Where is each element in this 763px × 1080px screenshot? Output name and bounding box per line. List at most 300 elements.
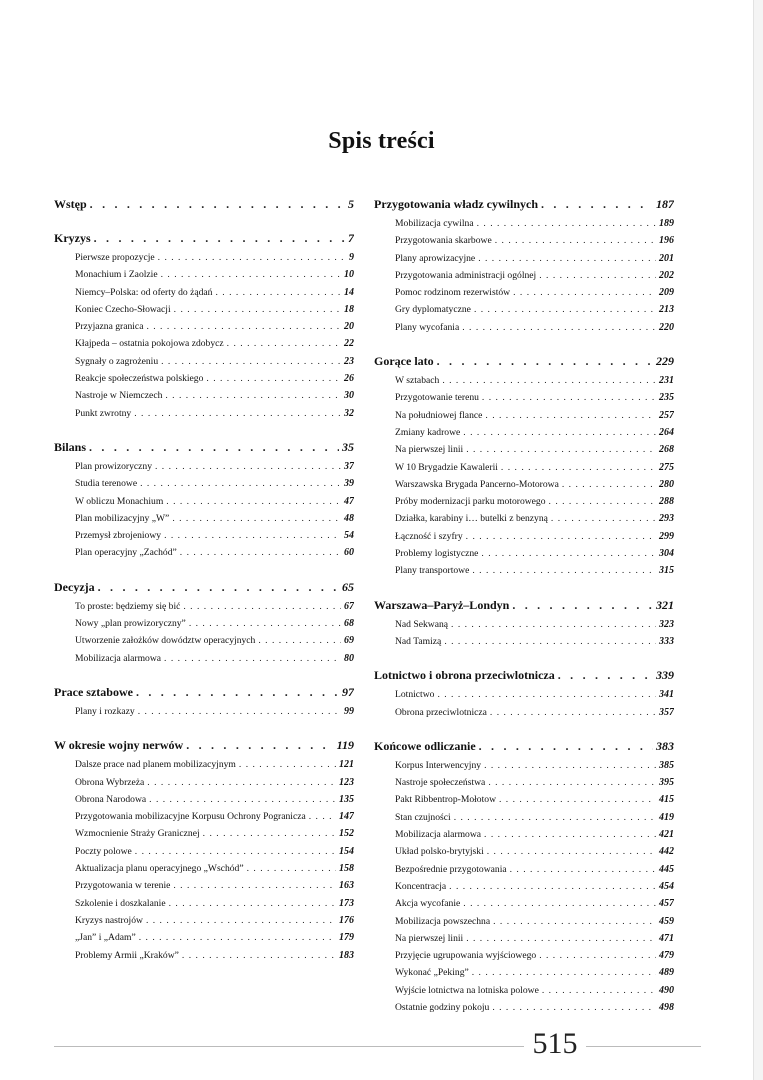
leader-dots	[98, 578, 339, 596]
leader-dots	[180, 544, 341, 561]
subsection-title: W obliczu Monachium	[75, 495, 164, 507]
toc-subsection-entry	[374, 791, 674, 808]
subsection-title: Mobilizacja alarmowa	[75, 652, 162, 664]
subsection-page-number: 220	[659, 321, 674, 333]
subsection-page-number: 20	[344, 321, 354, 333]
leader-dots	[140, 475, 341, 492]
page-title: Spis treści	[328, 128, 435, 155]
toc-subsection-entry	[54, 544, 354, 561]
leader-dots	[474, 301, 656, 318]
toc-subsection-entry	[374, 459, 674, 476]
toc-subsection-entry	[54, 947, 354, 964]
leader-dots	[462, 319, 656, 336]
subsection-title: Plany i rozkazy	[75, 705, 135, 717]
subsection-page-number: 158	[339, 863, 354, 875]
leader-dots	[463, 424, 656, 441]
toc-subsection-entry	[374, 528, 674, 545]
subsection-title: Obrona przeciwlotnicza	[395, 706, 487, 718]
subsection-title: Akcja wycofanie	[395, 898, 461, 910]
toc-subsection-entry	[374, 895, 674, 912]
subsection-title: Mobilizacja powszechna	[395, 915, 491, 927]
leader-dots	[247, 860, 336, 877]
chapter-page-number: 339	[656, 668, 674, 683]
leader-dots	[182, 947, 336, 964]
leader-dots	[487, 843, 656, 860]
subsection-page-number: 9	[349, 252, 354, 263]
toc-section	[374, 666, 674, 721]
toc-subsection-entry	[374, 319, 674, 336]
toc-subsection-entry	[54, 301, 354, 318]
subsection-title: Na pierwszej linii	[395, 932, 464, 944]
subsection-title: Działka, karabiny i… butelki z benzyną	[395, 513, 548, 525]
subsection-page-number: 264	[659, 426, 674, 438]
toc-subsection-entry	[374, 510, 674, 527]
toc-subsection-entry	[374, 250, 674, 267]
toc-subsection-entry	[54, 877, 354, 894]
subsection-page-number: 479	[659, 950, 674, 962]
subsection-page-number: 26	[344, 373, 354, 385]
toc-chapter-heading	[374, 666, 674, 684]
subsection-page-number: 30	[344, 390, 354, 402]
leader-dots	[477, 215, 656, 232]
leader-dots	[161, 353, 341, 370]
chapter-page-number: 321	[656, 597, 674, 612]
subsection-title: Aktualizacja planu operacyjnego „Wschód”	[75, 863, 244, 875]
leader-dots	[492, 999, 656, 1016]
chapter-title: Gorące lato	[374, 354, 434, 369]
toc-subsection-entry	[54, 843, 354, 860]
subsection-page-number: 80	[344, 652, 354, 664]
subsection-page-number: 415	[659, 794, 674, 806]
subsection-page-number: 395	[659, 777, 674, 789]
chapter-page-number: 65	[342, 579, 354, 594]
subsection-title: Nastroje społeczeństwa	[395, 777, 486, 789]
toc-subsection-entry	[374, 809, 674, 826]
chapter-title: Kryzys	[54, 231, 91, 245]
subsection-page-number: 442	[659, 846, 674, 858]
subsection-page-number: 121	[339, 759, 354, 771]
subsection-page-number: 196	[659, 235, 674, 247]
subsection-title: Nad Tamizą	[395, 635, 442, 647]
leader-dots	[166, 493, 341, 510]
toc-subsection-entry	[374, 476, 674, 493]
leader-dots	[499, 791, 656, 808]
leader-dots	[512, 596, 653, 614]
leader-dots	[501, 459, 656, 476]
toc-subsection-entry	[54, 475, 354, 492]
leader-dots	[472, 964, 656, 981]
subsection-title: W 10 Brygadzie Kawalerii	[395, 461, 498, 473]
toc-chapter-heading	[54, 736, 354, 754]
subsection-title: W sztabach	[395, 375, 440, 387]
toc-subsection-entry	[374, 441, 674, 458]
subsection-page-number: 163	[339, 880, 354, 892]
leader-dots	[172, 510, 341, 527]
toc-subsection-entry	[374, 686, 674, 703]
subsection-title: Stan czujności	[395, 811, 451, 823]
subsection-title: Koniec Czecho-Słowacji	[75, 303, 171, 315]
subsection-title: Plan mobilizacyjny „W”	[75, 512, 170, 524]
leader-dots	[484, 757, 656, 774]
subsection-page-number: 489	[659, 967, 674, 979]
toc-subsection-entry	[374, 982, 674, 999]
subsection-page-number: 10	[344, 269, 354, 281]
leader-dots	[206, 370, 341, 387]
subsection-title: Przygotowania mobilizacyjne Korpusu Ochrony Pogranicza	[75, 811, 306, 823]
subsection-page-number: 357	[659, 706, 674, 718]
subsection-title: Przygotowanie terenu	[395, 392, 479, 404]
leader-dots	[146, 318, 341, 335]
toc-right-column	[374, 195, 674, 1032]
subsection-title: Poczty polowe	[75, 845, 132, 857]
leader-dots	[485, 407, 656, 424]
subsection-page-number: 288	[659, 496, 674, 508]
subsection-page-number: 471	[659, 932, 674, 944]
toc-subsection-entry	[54, 912, 354, 929]
subsection-title: Przyjęcie ugrupowania wyjściowego	[395, 950, 537, 962]
leader-dots	[490, 704, 656, 721]
subsection-page-number: 209	[659, 287, 674, 299]
toc-subsection-entry	[374, 424, 674, 441]
leader-dots	[437, 352, 653, 370]
leader-dots	[541, 195, 653, 213]
leader-dots	[510, 861, 656, 878]
subsection-page-number: 454	[659, 880, 674, 892]
leader-dots	[478, 250, 656, 267]
toc-subsection-entry	[374, 999, 674, 1016]
toc-section	[54, 438, 354, 562]
subsection-title: Plany transportowe	[395, 565, 470, 577]
toc-subsection-entry	[54, 632, 354, 649]
leader-dots	[146, 912, 336, 929]
leader-dots	[449, 878, 656, 895]
subsection-page-number: 69	[344, 635, 354, 647]
toc-chapter-heading	[54, 229, 354, 247]
subsection-page-number: 490	[659, 984, 674, 996]
subsection-page-number: 280	[659, 478, 674, 490]
toc-subsection-entry	[54, 318, 354, 335]
leader-dots	[466, 441, 656, 458]
leader-dots	[539, 947, 656, 964]
leader-dots	[562, 476, 656, 493]
toc-subsection-entry	[54, 527, 354, 544]
subsection-page-number: 18	[344, 303, 354, 315]
chapter-page-number: 383	[656, 738, 674, 753]
subsection-page-number: 48	[344, 512, 354, 524]
toc-section	[374, 737, 674, 1016]
subsection-title: Reakcje społeczeństwa polskiego	[75, 373, 204, 385]
subsection-page-number: 333	[659, 635, 674, 647]
toc-subsection-entry	[54, 249, 354, 266]
page-edge	[753, 0, 763, 1080]
toc-subsection-entry	[54, 266, 354, 283]
chapter-title: Przygotowania władz cywilnych	[374, 197, 538, 211]
toc-subsection-entry	[374, 284, 674, 301]
subsection-page-number: 323	[659, 618, 674, 630]
leader-dots	[164, 650, 341, 667]
subsection-page-number: 304	[659, 548, 674, 560]
toc-section	[374, 195, 674, 336]
subsection-page-number: 32	[344, 407, 354, 419]
leader-dots	[472, 562, 656, 579]
toc-subsection-entry	[374, 633, 674, 650]
subsection-page-number: 39	[344, 478, 354, 490]
subsection-title: Kłajpeda – ostatnia pokojowa zdobycz	[75, 338, 224, 350]
chapter-title: Bilans	[54, 439, 87, 454]
subsection-title: Przygotowania administracji ogólnej	[395, 269, 537, 281]
toc-chapter-heading	[54, 578, 354, 596]
chapter-page-number: 7	[348, 231, 354, 245]
subsection-title: Przygotowania skarbowe	[395, 235, 492, 247]
subsection-page-number: 67	[344, 600, 354, 612]
subsection-title: Ostatnie godziny pokoju	[395, 1001, 490, 1013]
toc-section	[54, 683, 354, 720]
leader-dots	[147, 774, 336, 791]
subsection-title: Bezpośrednie przygotowania	[395, 863, 507, 875]
subsection-page-number: 183	[339, 949, 354, 961]
leader-dots	[203, 825, 336, 842]
toc-subsection-entry	[54, 929, 354, 946]
toc-subsection-entry	[374, 947, 674, 964]
subsection-page-number: 22	[344, 338, 354, 350]
subsection-page-number: 23	[344, 355, 354, 367]
leader-dots	[549, 493, 656, 510]
leader-dots	[551, 510, 656, 527]
subsection-title: Warszawska Brygada Pancerno-Motorowa	[395, 478, 559, 490]
toc-subsection-entry	[54, 791, 354, 808]
toc-subsection-entry	[54, 774, 354, 791]
toc-subsection-entry	[374, 545, 674, 562]
subsection-page-number: 498	[659, 1001, 674, 1013]
subsection-page-number: 179	[339, 932, 354, 944]
toc-chapter-heading	[374, 596, 674, 614]
subsection-title: Nastroje w Niemczech	[75, 390, 163, 402]
chapter-title: Decyzja	[54, 579, 95, 594]
toc-subsection-entry	[374, 389, 674, 406]
subsection-title: Problemy logistyczne	[395, 548, 479, 560]
subsection-title: Na pierwszej linii	[395, 444, 464, 456]
subsection-page-number: 154	[339, 845, 354, 857]
leader-dots	[189, 615, 341, 632]
leader-dots	[558, 666, 653, 684]
toc-section	[54, 578, 354, 667]
subsection-page-number: 47	[344, 495, 354, 507]
subsection-page-number: 135	[339, 793, 354, 805]
subsection-title: Pomoc rodzinom rezerwistów	[395, 287, 511, 299]
toc-subsection-entry	[54, 650, 354, 667]
subsection-page-number: 14	[344, 286, 354, 298]
toc-subsection-entry	[374, 843, 674, 860]
subsection-title: Nad Sekwaną	[395, 618, 449, 630]
subsection-title: Kryzys nastrojów	[75, 914, 143, 926]
subsection-title: Monachium i Zaolzie	[75, 269, 158, 281]
subsection-page-number: 202	[659, 269, 674, 281]
subsection-page-number: 123	[339, 776, 354, 788]
leader-dots	[94, 229, 345, 247]
toc-chapter-heading	[374, 352, 674, 370]
toc-subsection-entry	[374, 407, 674, 424]
toc-subsection-entry	[374, 861, 674, 878]
leader-dots	[239, 756, 336, 773]
chapter-page-number: 35	[342, 439, 354, 454]
toc-subsection-entry	[54, 860, 354, 877]
toc-subsection-entry	[374, 301, 674, 318]
subsection-title: Mobilizacja alarmowa	[395, 829, 482, 841]
toc-subsection-entry	[374, 562, 674, 579]
chapter-page-number: 119	[336, 738, 354, 753]
toc-subsection-entry	[374, 878, 674, 895]
chapter-page-number: 5	[348, 197, 354, 211]
toc-subsection-entry	[54, 615, 354, 632]
subsection-page-number: 268	[659, 444, 674, 456]
chapter-title: W okresie wojny nerwów	[54, 738, 184, 753]
toc-section	[374, 596, 674, 651]
leader-dots	[134, 405, 341, 422]
subsection-page-number: 213	[659, 304, 674, 316]
toc-subsection-entry	[374, 826, 674, 843]
leader-dots	[481, 545, 656, 562]
leader-dots	[149, 791, 336, 808]
subsection-page-number: 147	[339, 811, 354, 823]
subsection-title: Plan prowizoryczny	[75, 460, 152, 472]
toc-subsection-entry	[374, 372, 674, 389]
toc-chapter-heading	[54, 438, 354, 456]
subsection-page-number: 341	[659, 689, 674, 701]
subsection-page-number: 60	[344, 547, 354, 559]
subsection-title: Korpus Interwencyjny	[395, 759, 482, 771]
subsection-page-number: 235	[659, 392, 674, 404]
leader-dots	[135, 843, 336, 860]
toc-subsection-entry	[54, 598, 354, 615]
toc-chapter-heading	[54, 195, 354, 213]
leader-dots	[155, 458, 341, 475]
subsection-title: Wykonać „Peking”	[395, 967, 469, 979]
subsection-page-number: 315	[659, 565, 674, 577]
toc-subsection-entry	[54, 335, 354, 352]
subsection-page-number: 68	[344, 618, 354, 630]
leader-dots	[215, 284, 341, 301]
subsection-page-number: 173	[339, 897, 354, 909]
leader-dots	[183, 598, 341, 615]
footer-rule-right	[586, 1046, 701, 1047]
subsection-title: Gry dyplomatyczne	[395, 304, 471, 316]
subsection-title: To proste: będziemy się bić	[75, 600, 181, 612]
leader-dots	[136, 683, 339, 701]
subsection-title: Plany wycofania	[395, 321, 460, 333]
subsection-page-number: 257	[659, 409, 674, 421]
leader-dots	[161, 266, 341, 283]
leader-dots	[138, 703, 341, 720]
subsection-page-number: 201	[659, 252, 674, 264]
chapter-title: Wstęp	[54, 197, 87, 211]
subsection-title: Wzmocnienie Straży Granicznej	[75, 828, 200, 840]
subsection-title: Sygnały o zagrożeniu	[75, 355, 159, 367]
chapter-page-number: 97	[342, 684, 354, 699]
toc-subsection-entry	[374, 964, 674, 981]
toc-subsection-entry	[54, 825, 354, 842]
subsection-title: Obrona Wybrzeża	[75, 776, 145, 788]
leader-dots	[442, 372, 656, 389]
page-number: 515	[532, 1027, 578, 1060]
chapter-title: Lotnictwo i obrona przeciwlotnicza	[374, 668, 555, 683]
toc-subsection-entry	[374, 493, 674, 510]
subsection-title: Przemysł zbrojeniowy	[75, 530, 162, 542]
subsection-title: Przygotowania w terenie	[75, 880, 171, 892]
subsection-title: Lotnictwo	[395, 689, 435, 701]
chapter-title: Końcowe odliczanie	[374, 738, 476, 753]
subsection-title: Koncentracja	[395, 880, 447, 892]
toc-subsection-entry	[374, 704, 674, 721]
chapter-page-number: 187	[656, 197, 674, 211]
toc-subsection-entry	[54, 493, 354, 510]
toc-subsection-entry	[374, 215, 674, 232]
toc-subsection-entry	[54, 703, 354, 720]
leader-dots	[454, 809, 656, 826]
subsection-page-number: 176	[339, 914, 354, 926]
leader-dots	[488, 774, 656, 791]
subsection-title: Utworzenie założków dowództw operacyjnych	[75, 635, 256, 647]
subsection-page-number: 445	[659, 863, 674, 875]
leader-dots	[164, 527, 341, 544]
leader-dots	[174, 301, 341, 318]
subsection-title: Plan operacyjny „Zachód”	[75, 547, 177, 559]
subsection-title: Niemcy–Polska: od oferty do żądań	[75, 286, 213, 298]
toc-subsection-entry	[54, 284, 354, 301]
subsection-page-number: 37	[344, 460, 354, 472]
leader-dots	[482, 389, 656, 406]
subsection-page-number: 99	[344, 705, 354, 717]
leader-dots	[165, 387, 341, 404]
toc-subsection-entry	[54, 808, 354, 825]
leader-dots	[451, 616, 656, 633]
subsection-page-number: 459	[659, 915, 674, 927]
toc-subsection-entry	[374, 913, 674, 930]
toc-subsection-entry	[374, 774, 674, 791]
subsection-title: Mobilizacja cywilna	[395, 218, 474, 229]
leader-dots	[539, 267, 656, 284]
toc-subsection-entry	[374, 232, 674, 249]
subsection-title: Łączność i szyfry	[395, 530, 463, 542]
toc-section	[54, 736, 354, 964]
subsection-page-number: 421	[659, 829, 674, 841]
subsection-title: Nowy „plan prowizoryczny”	[75, 618, 186, 630]
toc-section	[374, 352, 674, 580]
subsection-page-number: 293	[659, 513, 674, 525]
subsection-page-number: 457	[659, 898, 674, 910]
subsection-title: „Jan” i „Adam”	[75, 932, 136, 944]
leader-dots	[227, 335, 341, 352]
subsection-title: Szkolenie i doszkalanie	[75, 897, 166, 909]
leader-dots	[466, 528, 656, 545]
toc-subsection-entry	[374, 930, 674, 947]
toc-subsection-entry	[54, 895, 354, 912]
subsection-title: Przyjazna granica	[75, 321, 144, 333]
toc-chapter-heading	[374, 737, 674, 755]
leader-dots	[309, 808, 336, 825]
toc-subsection-entry	[54, 387, 354, 404]
toc-subsection-entry	[54, 405, 354, 422]
leader-dots	[173, 877, 336, 894]
leader-dots	[513, 284, 656, 301]
leader-dots	[495, 232, 656, 249]
subsection-page-number: 152	[339, 828, 354, 840]
leader-dots	[437, 686, 656, 703]
toc-chapter-heading	[54, 683, 354, 701]
toc-left-column	[54, 195, 354, 980]
toc-subsection-entry	[54, 510, 354, 527]
toc-subsection-entry	[54, 458, 354, 475]
subsection-title: Punkt zwrotny	[75, 407, 132, 419]
